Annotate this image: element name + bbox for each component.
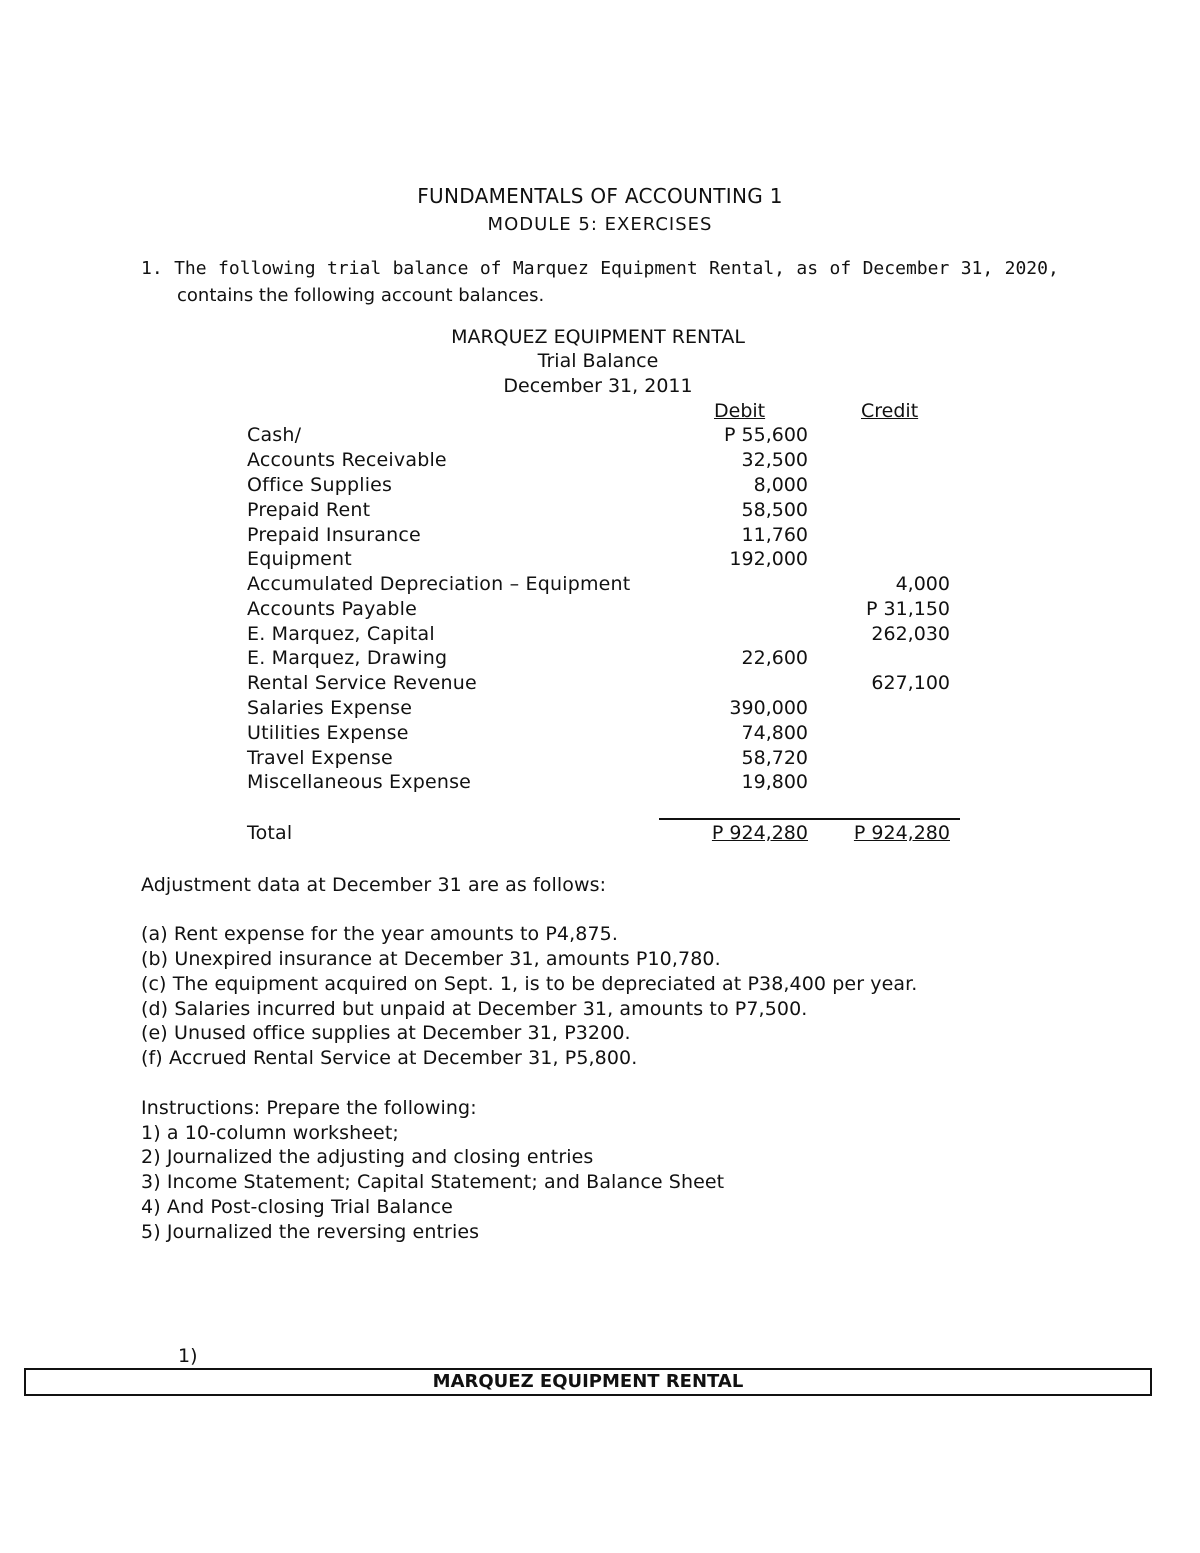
account-name: Accounts Payable <box>247 598 418 620</box>
adjustment-item: (a) Rent expense for the year amounts to P4,875. <box>141 923 618 945</box>
total-rule <box>659 818 960 820</box>
debit-amount: 58,720 <box>741 747 808 769</box>
q1-word: Rental, <box>709 258 785 279</box>
instruction-item: 4) And Post-closing Trial Balance <box>141 1196 453 1218</box>
trial-balance-company: MARQUEZ EQUIPMENT RENTAL <box>451 326 745 348</box>
account-name: Equipment <box>247 548 352 570</box>
account-name: Miscellaneous Expense <box>247 771 472 793</box>
account-name: Travel Expense <box>247 747 393 769</box>
instruction-item: 1) a 10-column worksheet; <box>141 1122 399 1144</box>
account-name: Utilities Expense <box>247 722 409 744</box>
account-name: Office Supplies <box>247 474 393 496</box>
credit-amount: 627,100 <box>871 672 950 694</box>
q1-word: trial <box>326 258 382 279</box>
debit-amount: 11,760 <box>741 524 808 546</box>
debit-amount: 32,500 <box>741 449 808 471</box>
account-name: Cash/ <box>247 424 302 446</box>
instruction-item: 5) Journalized the reversing entries <box>141 1221 480 1243</box>
adjustment-item: (e) Unused office supplies at December 31, P3200. <box>141 1022 631 1044</box>
account-name: Prepaid Rent <box>247 499 371 521</box>
module-subtitle: MODULE 5: EXERCISES <box>487 214 713 235</box>
credit-column-header: Credit <box>861 400 919 422</box>
q1-word: balance <box>392 258 469 279</box>
debit-amount: 22,600 <box>741 647 808 669</box>
debit-column-header: Debit <box>714 400 766 422</box>
adjustment-item: (d) Salaries incurred but unpaid at December 31, amounts to P7,500. <box>141 998 808 1020</box>
account-name: Prepaid Insurance <box>247 524 421 546</box>
credit-amount: 4,000 <box>895 573 950 595</box>
q1-word: Equipment <box>600 258 698 279</box>
adjustment-item: (b) Unexpired insurance at December 31, amounts P10,780. <box>141 948 721 970</box>
adjustment-item: (f) Accrued Rental Service at December 31, P5,800. <box>141 1047 638 1069</box>
q1-word: December <box>862 258 950 279</box>
q1-word: The <box>174 258 207 279</box>
account-name: Accumulated Depreciation – Equipment <box>247 573 631 595</box>
question-number: 1. <box>141 258 163 279</box>
page-title: FUNDAMENTALS OF ACCOUNTING 1 <box>417 184 783 208</box>
debit-amount: P 55,600 <box>724 424 808 446</box>
q1-word: 2020, <box>1004 258 1059 279</box>
debit-amount: 390,000 <box>729 697 808 719</box>
q1-word: following <box>218 258 316 279</box>
credit-amount: 262,030 <box>871 623 950 645</box>
q1-word: of <box>479 258 502 279</box>
q1-word: Marquez <box>512 258 589 279</box>
account-name: Rental Service Revenue <box>247 672 477 694</box>
answer-label: 1) <box>178 1345 198 1367</box>
total-credit: P 924,280 <box>853 822 950 844</box>
question-1-line-2: contains the following account balances. <box>177 285 545 306</box>
instruction-item: 2) Journalized the adjusting and closing entries <box>141 1146 594 1168</box>
adjustments-intro: Adjustment data at December 31 are as follows: <box>141 874 607 896</box>
debit-amount: 58,500 <box>741 499 808 521</box>
q1-word: 31, <box>960 258 994 279</box>
q1-word: of <box>829 258 852 279</box>
account-name: Salaries Expense <box>247 697 413 719</box>
account-name: Accounts Receivable <box>247 449 447 471</box>
debit-amount: 8,000 <box>753 474 808 496</box>
instructions-intro: Instructions: Prepare the following: <box>141 1097 477 1119</box>
debit-amount: 19,800 <box>741 771 808 793</box>
trial-balance-title: Trial Balance <box>537 350 659 372</box>
account-name: E. Marquez, Capital <box>247 623 435 645</box>
trial-balance-date: December 31, 2011 <box>503 375 693 397</box>
question-1-line-1 <box>141 258 1059 279</box>
q1-word: as <box>796 258 819 279</box>
debit-amount: 74,800 <box>741 722 808 744</box>
debit-amount: 192,000 <box>729 548 808 570</box>
credit-amount: P 31,150 <box>866 598 950 620</box>
worksheet-company-box: MARQUEZ EQUIPMENT RENTAL <box>24 1368 1152 1396</box>
adjustment-item: (c) The equipment acquired on Sept. 1, is to be depreciated at P38,400 per year. <box>141 973 918 995</box>
account-name: E. Marquez, Drawing <box>247 647 448 669</box>
total-debit: P 924,280 <box>711 822 808 844</box>
total-label: Total <box>247 822 293 844</box>
instruction-item: 3) Income Statement; Capital Statement; and Balance Sheet <box>141 1171 725 1193</box>
